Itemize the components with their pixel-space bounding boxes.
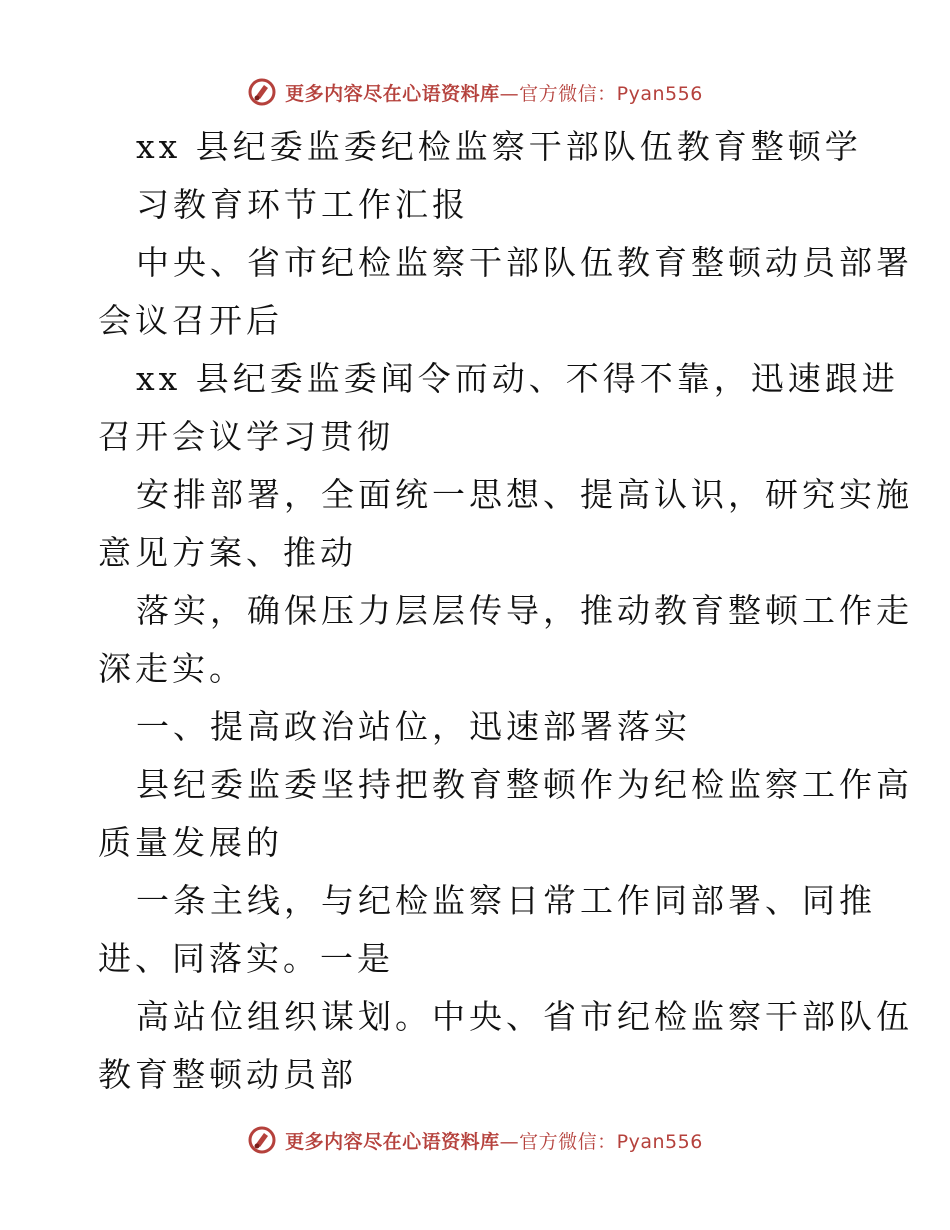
paragraph-line: 进、同落实。一是 [98, 939, 394, 978]
document-body [98, 118, 913, 1104]
paragraph-line: 高站位组织谋划。中央、省市纪检监察干部队伍 [136, 997, 913, 1036]
banner-tail-text: —官方微信：Pyan556 [499, 82, 703, 105]
paragraph-line: 召开会议学习贯彻 [98, 417, 394, 456]
paragraph-line: 县纪委监委坚持把教育整顿作为纪检监察工作高 [136, 765, 913, 804]
banner-tail-text: —官方微信：Pyan556 [499, 1130, 703, 1153]
banner-text [285, 79, 703, 106]
paragraph-line: 深走实。 [98, 649, 246, 688]
document-title-line-2: 习教育环节工作汇报 [136, 185, 469, 224]
paragraph-line: 安排部署，全面统一思想、提高认识，研究实施 [136, 475, 913, 514]
banner-text [285, 1127, 703, 1154]
paragraph-line: 落实，确保压力层层传导，推动教育整顿工作走 [136, 591, 913, 630]
paragraph-line: 意见方案、推动 [98, 533, 357, 572]
paragraph-line: 会议召开后 [98, 301, 283, 340]
banner-main-text: 更多内容尽在心语资料库 [285, 1130, 500, 1153]
section-heading: 一、提高政治站位，迅速部署落实 [136, 707, 691, 746]
paragraph-line: 质量发展的 [98, 823, 283, 862]
header-banner [0, 72, 950, 112]
logo-icon [247, 1125, 277, 1155]
logo-icon [247, 77, 277, 107]
banner-main-text: 更多内容尽在心语资料库 [285, 82, 500, 105]
document-title-line-1: xx 县纪委监委纪检监察干部队伍教育整顿学 [136, 127, 862, 166]
paragraph-line: xx 县纪委监委闻令而动、不得不靠，迅速跟进 [136, 359, 899, 398]
paragraph-line: 一条主线，与纪检监察日常工作同部署、同推 [136, 881, 876, 920]
paragraph-line: 中央、省市纪检监察干部队伍教育整顿动员部署 [136, 243, 913, 282]
footer-banner [0, 1120, 950, 1160]
paragraph-line: 教育整顿动员部 [98, 1055, 357, 1094]
